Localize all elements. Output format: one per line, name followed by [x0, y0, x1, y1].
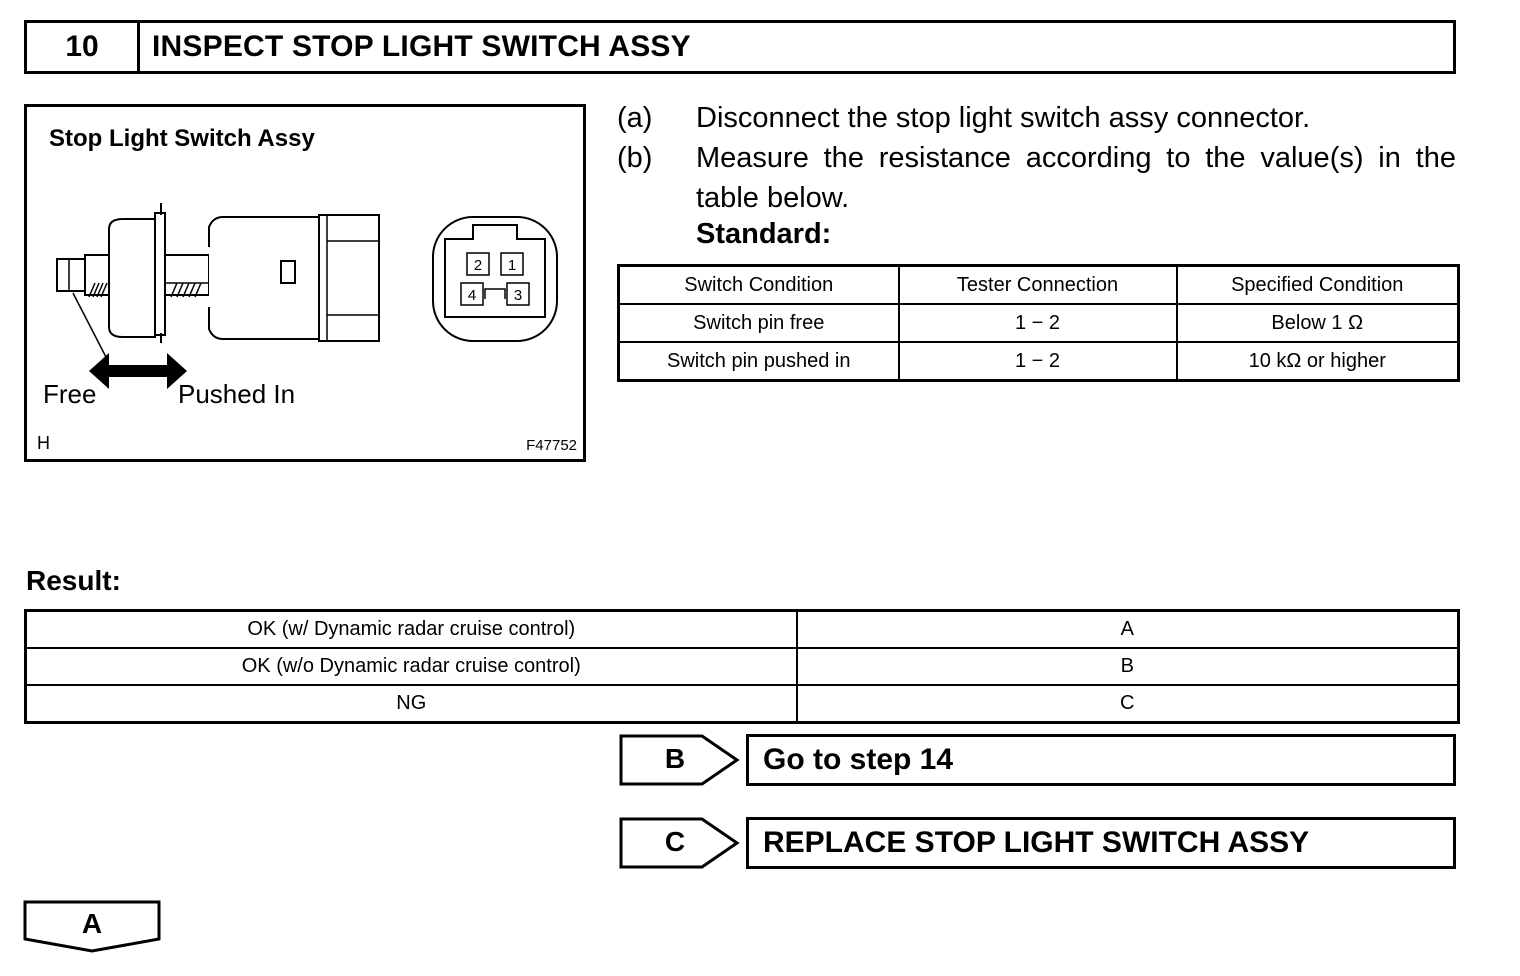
free-label: Free [43, 379, 97, 409]
pushed-in-label: Pushed In [178, 379, 296, 409]
result-label: Result: [26, 565, 121, 596]
header-cell: Specified Condition [1177, 266, 1459, 305]
step-header [24, 20, 1456, 74]
table-row [26, 685, 1459, 723]
pin-label: 2 [473, 257, 483, 274]
table-cell: NG [26, 685, 797, 723]
instruction-a-letter: (a) [617, 102, 653, 134]
table-row [619, 304, 1459, 342]
table-cell: Below 1 Ω [1177, 304, 1459, 342]
figure-code: F47752 [526, 437, 577, 454]
branch-b-action: Go to step 14 [746, 734, 1456, 786]
branch-c-letter: C [664, 826, 686, 857]
branch-b-letter: B [664, 743, 686, 774]
pin-label: 1 [507, 257, 517, 274]
header-cell: Tester Connection [899, 266, 1177, 305]
instruction-b-text: Measure the resistance according to the value(s) in the table below. [696, 142, 1456, 214]
switch-body [209, 217, 319, 339]
figure-corner-letter: H [37, 433, 50, 453]
table-row [26, 648, 1459, 685]
branch-a-letter: A [81, 908, 103, 939]
connector-housing [319, 215, 379, 341]
table-cell: C [797, 685, 1459, 723]
switch-flange [109, 219, 155, 337]
connector-face-view [433, 217, 557, 341]
free-pushed-double-arrow [89, 353, 187, 389]
table-cell: B [797, 648, 1459, 685]
figure-title: Stop Light Switch Assy [49, 125, 315, 152]
table-cell: Switch pin free [619, 304, 899, 342]
branch-c-action: REPLACE STOP LIGHT SWITCH ASSY [746, 817, 1456, 869]
table-cell: Switch pin pushed in [619, 342, 899, 381]
pin-label: 4 [467, 287, 477, 304]
table-cell: OK (w/ Dynamic radar cruise control) [26, 611, 797, 649]
table-cell: OK (w/o Dynamic radar cruise control) [26, 648, 797, 685]
table-cell: A [797, 611, 1459, 649]
table-row [26, 611, 1459, 649]
header-cell: Switch Condition [619, 266, 899, 305]
stop-light-switch-drawing [27, 107, 583, 459]
step-number: 10 [27, 23, 140, 71]
pin-label: 3 [513, 287, 523, 304]
standard-label: Standard: [696, 218, 832, 250]
table-cell: 10 kΩ or higher [1177, 342, 1459, 381]
table-row [619, 342, 1459, 381]
instruction-a-text: Disconnect the stop light switch assy connector. [696, 102, 1311, 134]
table-header-row [619, 266, 1459, 305]
body-window [281, 261, 295, 283]
instruction-b-letter: (b) [617, 142, 653, 174]
result-table [24, 609, 1460, 724]
standard-table [617, 264, 1460, 382]
table-cell: 1 − 2 [899, 342, 1177, 381]
step-title: INSPECT STOP LIGHT SWITCH ASSY [152, 30, 691, 63]
table-cell: 1 − 2 [899, 304, 1177, 342]
switch-illustration [24, 104, 586, 462]
